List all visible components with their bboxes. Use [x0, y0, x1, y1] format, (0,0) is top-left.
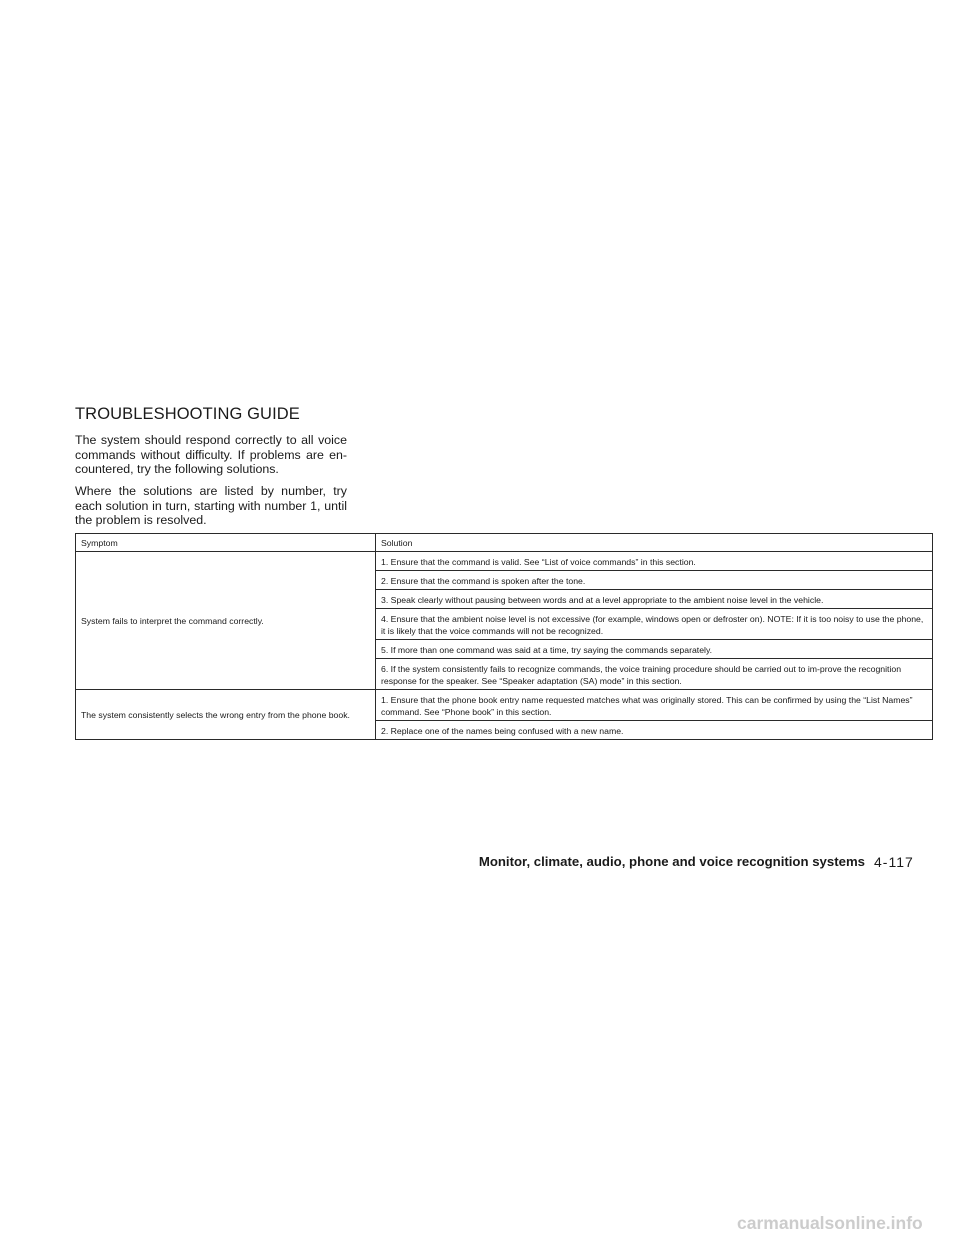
- solution-cell: 1. Ensure that the command is valid. See “List of voice commands” in this section.: [376, 552, 933, 571]
- table-header-row: [76, 534, 933, 552]
- symptom-cell: System fails to interpret the command correctly.: [76, 552, 376, 690]
- instructions-paragraph: Where the solutions are listed by number, try each solution in turn, starting with number 1, until the problem is resolved.: [75, 484, 347, 527]
- solution-cell: 3. Speak clearly without pausing between words and at a level appropriate to the ambient noise level in the vehicle.: [376, 590, 933, 609]
- solution-column-header: Solution: [376, 534, 933, 552]
- solution-cell: 6. If the system consistently fails to recognize commands, the voice training procedure should be carried out to im-prove the recognition response for the speaker. See “Speaker adaptation (SA) mode” in this section.: [376, 659, 933, 690]
- solution-cell: 4. Ensure that the ambient noise level is not excessive (for example, windows open or defroster on). NOTE: If it is too noisy to use the phone, it is likely that the voice commands will not be recognized.: [376, 609, 933, 640]
- footer-page-number: 4-117: [874, 854, 914, 870]
- solution-cell: 2. Replace one of the names being confused with a new name.: [376, 721, 933, 740]
- solution-cell: 2. Ensure that the command is spoken after the tone.: [376, 571, 933, 590]
- troubleshooting-table: [75, 533, 933, 740]
- table-row: [76, 690, 933, 721]
- symptom-cell: The system consistently selects the wrong entry from the phone book.: [76, 690, 376, 740]
- page-title: TROUBLESHOOTING GUIDE: [75, 405, 300, 423]
- intro-paragraph: The system should respond correctly to all voice commands without difficulty. If problems are en-countered, try the following solutions.: [75, 433, 347, 476]
- watermark: carmanualsonline.info: [737, 1213, 923, 1233]
- footer-section-name: Monitor, climate, audio, phone and voice recognition systems: [478, 854, 865, 869]
- symptom-column-header: Symptom: [76, 534, 376, 552]
- solution-cell: 1. Ensure that the phone book entry name requested matches what was originally stored. This can be confirmed by using the “List Names” command. See “Phone book” in this section.: [376, 690, 933, 721]
- solution-cell: 5. If more than one command was said at a time, try saying the commands separately.: [376, 640, 933, 659]
- table-row: [76, 552, 933, 571]
